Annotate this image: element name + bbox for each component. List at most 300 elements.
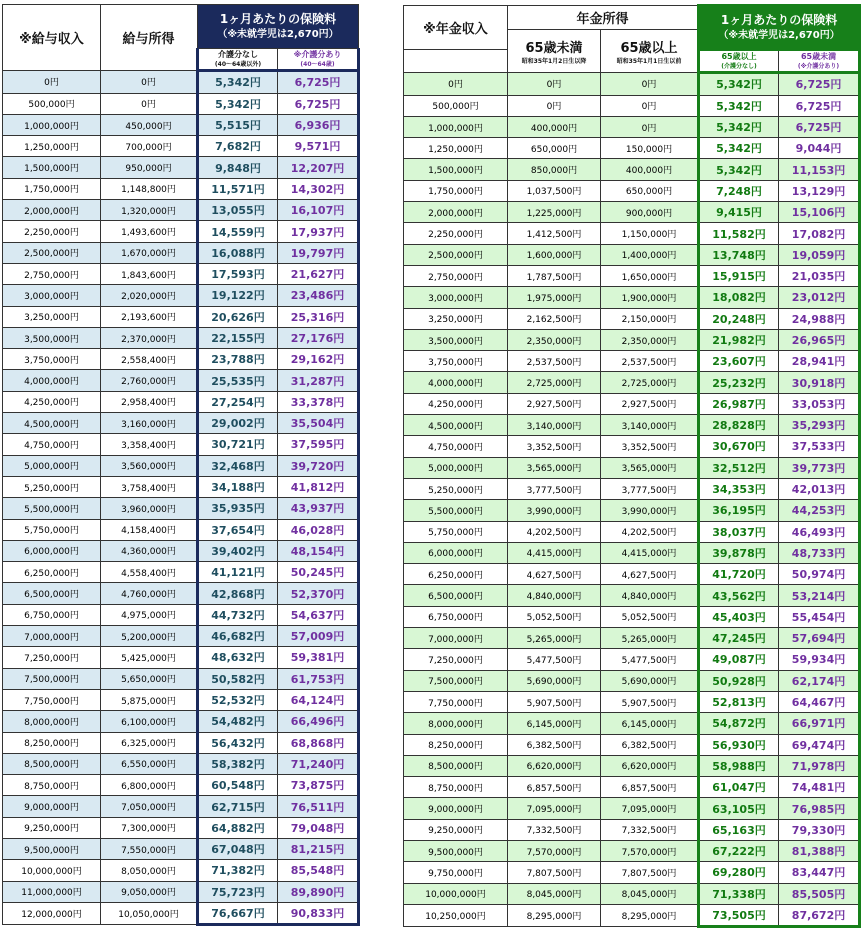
table-row: [404, 777, 860, 798]
table-row: [3, 902, 359, 924]
table-row: [3, 668, 359, 689]
table-row: [404, 564, 860, 585]
pension-shotoku-over65-cell: 0円: [601, 73, 699, 95]
header-title: 1ヶ月あたりの保険料: [720, 12, 838, 27]
premium-over65-cell: 21,982円: [699, 329, 779, 350]
premium-over65-cell: 50,928円: [699, 670, 779, 691]
header-no-care: [699, 50, 779, 73]
premium-under65-cell: 79,330円: [779, 819, 860, 840]
premium-over65-cell: 36,195円: [699, 500, 779, 521]
pension-shotoku-under65-cell: 1,412,500円: [508, 223, 601, 244]
pension-income-cell: 8,500,000円: [404, 755, 508, 776]
premium-under65-cell: 6,725円: [779, 116, 860, 137]
salary-shotoku-cell: 3,758,400円: [101, 476, 198, 497]
pension-shotoku-under65-cell: 3,990,000円: [508, 500, 601, 521]
salary-income-premium-table: [2, 4, 360, 926]
header-label: 65歳以上: [620, 40, 678, 56]
premium-under65-cell: 39,773円: [779, 457, 860, 478]
pension-shotoku-over65-cell: 4,415,000円: [601, 542, 699, 563]
pension-income-cell: 6,500,000円: [404, 585, 508, 606]
pension-income-cell: 6,250,000円: [404, 564, 508, 585]
pension-shotoku-over65-cell: 6,857,500円: [601, 777, 699, 798]
pension-shotoku-over65-cell: 1,650,000円: [601, 265, 699, 286]
pension-income-cell: 2,000,000円: [404, 202, 508, 223]
premium-over65-cell: 45,403円: [699, 606, 779, 627]
premium-no-care-cell: 23,788円: [198, 349, 278, 370]
premium-over65-cell: 26,987円: [699, 393, 779, 414]
premium-no-care-cell: 39,402円: [198, 540, 278, 561]
table-row: [404, 691, 860, 712]
table-row: [404, 308, 860, 329]
header-salary-shotoku: 給与所得: [101, 5, 198, 71]
header-note: （※未就学児は2,670円）: [718, 29, 840, 41]
header-salary-income: ※給与収入: [3, 5, 101, 71]
premium-under65-cell: 13,129円: [779, 180, 860, 201]
salary-income-cell: 4,000,000円: [3, 370, 101, 391]
header-with-care: [779, 50, 860, 73]
premium-over65-cell: 52,813円: [699, 691, 779, 712]
premium-no-care-cell: 7,682円: [198, 136, 278, 157]
premium-over65-cell: 20,248円: [699, 308, 779, 329]
premium-over65-cell: 54,872円: [699, 713, 779, 734]
premium-under65-cell: 28,941円: [779, 351, 860, 372]
salary-income-cell: 3,000,000円: [3, 285, 101, 306]
pension-shotoku-under65-cell: 7,332,500円: [508, 819, 601, 840]
salary-shotoku-cell: 2,760,000円: [101, 370, 198, 391]
premium-over65-cell: 41,720円: [699, 564, 779, 585]
pension-shotoku-over65-cell: 4,840,000円: [601, 585, 699, 606]
premium-with-care-cell: 41,812円: [278, 476, 359, 497]
salary-shotoku-cell: 2,558,400円: [101, 349, 198, 370]
pension-shotoku-over65-cell: 7,095,000円: [601, 798, 699, 819]
pension-income-cell: 5,250,000円: [404, 478, 508, 499]
salary-shotoku-cell: 7,300,000円: [101, 817, 198, 838]
pension-income-cell: 10,250,000円: [404, 904, 508, 926]
premium-with-care-cell: 61,753円: [278, 668, 359, 689]
header-note: 昭和35年1月2日生以降: [521, 57, 587, 65]
header-label: 65歳未満: [800, 51, 837, 61]
premium-with-care-cell: 29,162円: [278, 349, 359, 370]
salary-income-cell: 500,000円: [3, 93, 101, 114]
pension-shotoku-under65-cell: 3,140,000円: [508, 415, 601, 436]
pension-shotoku-over65-cell: 0円: [601, 116, 699, 137]
premium-with-care-cell: 85,548円: [278, 860, 359, 881]
salary-income-cell: 4,250,000円: [3, 391, 101, 412]
pension-income-premium-table: [403, 4, 861, 928]
table-row: [3, 540, 359, 561]
table-row: [404, 713, 860, 734]
header-label: 介護分なし: [218, 49, 258, 59]
header-under-65: [508, 30, 601, 73]
header-no-care: [198, 49, 278, 71]
pension-shotoku-under65-cell: 3,777,500円: [508, 478, 601, 499]
salary-shotoku-cell: 4,360,000円: [101, 540, 198, 561]
salary-shotoku-cell: 7,050,000円: [101, 796, 198, 817]
premium-under65-cell: 69,474円: [779, 734, 860, 755]
pension-shotoku-under65-cell: 6,145,000円: [508, 713, 601, 734]
premium-with-care-cell: 46,028円: [278, 519, 359, 540]
salary-shotoku-cell: 4,158,400円: [101, 519, 198, 540]
pension-shotoku-under65-cell: 6,620,000円: [508, 755, 601, 776]
table-row: [3, 604, 359, 625]
pension-shotoku-under65-cell: 2,927,500円: [508, 393, 601, 414]
salary-shotoku-cell: 2,958,400円: [101, 391, 198, 412]
premium-under65-cell: 6,725円: [779, 73, 860, 95]
table-row: [404, 862, 860, 883]
pension-shotoku-over65-cell: 5,477,500円: [601, 649, 699, 670]
salary-shotoku-cell: 5,875,000円: [101, 689, 198, 710]
salary-shotoku-cell: 4,760,000円: [101, 583, 198, 604]
premium-over65-cell: 23,607円: [699, 351, 779, 372]
salary-income-cell: 11,000,000円: [3, 881, 101, 902]
premium-no-care-cell: 62,715円: [198, 796, 278, 817]
premium-over65-cell: 30,670円: [699, 436, 779, 457]
pension-shotoku-under65-cell: 3,565,000円: [508, 457, 601, 478]
premium-over65-cell: 43,562円: [699, 585, 779, 606]
pension-shotoku-under65-cell: 7,807,500円: [508, 862, 601, 883]
premium-under65-cell: 53,214円: [779, 585, 860, 606]
header-pension-income: ※年金収入: [404, 6, 508, 50]
pension-income-cell: 9,250,000円: [404, 819, 508, 840]
table-row: [3, 583, 359, 604]
premium-with-care-cell: 68,868円: [278, 732, 359, 753]
premium-no-care-cell: 13,055円: [198, 200, 278, 221]
premium-no-care-cell: 58,382円: [198, 753, 278, 774]
pension-shotoku-over65-cell: 7,807,500円: [601, 862, 699, 883]
pension-income-cell: 3,750,000円: [404, 351, 508, 372]
salary-shotoku-cell: 8,050,000円: [101, 860, 198, 881]
salary-income-cell: 7,000,000円: [3, 626, 101, 647]
table-row: [404, 478, 860, 499]
pension-shotoku-under65-cell: 5,265,000円: [508, 628, 601, 649]
premium-no-care-cell: 27,254円: [198, 391, 278, 412]
salary-shotoku-cell: 10,050,000円: [101, 902, 198, 924]
premium-with-care-cell: 19,797円: [278, 242, 359, 263]
pension-shotoku-over65-cell: 150,000円: [601, 138, 699, 159]
premium-over65-cell: 61,047円: [699, 777, 779, 798]
pension-income-cell: 4,250,000円: [404, 393, 508, 414]
table-row: [3, 860, 359, 881]
table-row: [3, 157, 359, 178]
premium-under65-cell: 44,253円: [779, 500, 860, 521]
pension-income-cell: 1,250,000円: [404, 138, 508, 159]
premium-no-care-cell: 29,002円: [198, 413, 278, 434]
pension-shotoku-under65-cell: 6,857,500円: [508, 777, 601, 798]
salary-income-cell: 1,750,000円: [3, 178, 101, 199]
header-with-care: [278, 49, 359, 71]
salary-income-cell: 8,250,000円: [3, 732, 101, 753]
premium-over65-cell: 13,748円: [699, 244, 779, 265]
pension-shotoku-under65-cell: 650,000円: [508, 138, 601, 159]
premium-with-care-cell: 9,571円: [278, 136, 359, 157]
premium-with-care-cell: 35,504円: [278, 413, 359, 434]
pension-shotoku-over65-cell: 4,202,500円: [601, 521, 699, 542]
pension-income-cell: 2,750,000円: [404, 265, 508, 286]
premium-under65-cell: 17,082円: [779, 223, 860, 244]
pension-income-cell: 2,250,000円: [404, 223, 508, 244]
premium-with-care-cell: 76,511円: [278, 796, 359, 817]
salary-income-cell: 6,500,000円: [3, 583, 101, 604]
table-row: [3, 626, 359, 647]
table-row: [3, 200, 359, 221]
pension-shotoku-under65-cell: 5,052,500円: [508, 606, 601, 627]
pension-income-cell: 7,500,000円: [404, 670, 508, 691]
pension-shotoku-over65-cell: 2,927,500円: [601, 393, 699, 414]
pension-income-cell: 8,000,000円: [404, 713, 508, 734]
pension-income-cell: 6,750,000円: [404, 606, 508, 627]
premium-under65-cell: 48,733円: [779, 542, 860, 563]
premium-with-care-cell: 6,725円: [278, 71, 359, 93]
salary-income-cell: 5,250,000円: [3, 476, 101, 497]
table-row: [404, 287, 860, 308]
premium-with-care-cell: 73,875円: [278, 775, 359, 796]
header-label: 65歳以上: [721, 51, 757, 61]
premium-with-care-cell: 31,287円: [278, 370, 359, 391]
pension-shotoku-over65-cell: 7,332,500円: [601, 819, 699, 840]
salary-income-cell: 2,750,000円: [3, 263, 101, 284]
premium-with-care-cell: 52,370円: [278, 583, 359, 604]
premium-with-care-cell: 50,245円: [278, 562, 359, 583]
salary-shotoku-cell: 700,000円: [101, 136, 198, 157]
table-row: [404, 883, 860, 904]
pension-shotoku-under65-cell: 5,690,000円: [508, 670, 601, 691]
table-row: [3, 796, 359, 817]
table-row: [3, 732, 359, 753]
salary-income-cell: 1,250,000円: [3, 136, 101, 157]
salary-income-cell: 9,500,000円: [3, 838, 101, 859]
salary-shotoku-cell: 6,325,000円: [101, 732, 198, 753]
premium-under65-cell: 21,035円: [779, 265, 860, 286]
premium-over65-cell: 71,338円: [699, 883, 779, 904]
salary-income-cell: 3,500,000円: [3, 327, 101, 348]
salary-shotoku-cell: 450,000円: [101, 114, 198, 135]
pension-shotoku-under65-cell: 0円: [508, 95, 601, 116]
salary-income-cell: 8,500,000円: [3, 753, 101, 774]
premium-with-care-cell: 57,009円: [278, 626, 359, 647]
table-row: [3, 711, 359, 732]
premium-under65-cell: 76,985円: [779, 798, 860, 819]
pension-income-cell: 1,000,000円: [404, 116, 508, 137]
header-note: 昭和35年1月1日生以前: [616, 57, 682, 65]
premium-under65-cell: 15,106円: [779, 202, 860, 223]
salary-income-cell: 3,250,000円: [3, 306, 101, 327]
salary-shotoku-cell: 9,050,000円: [101, 881, 198, 902]
pension-shotoku-over65-cell: 5,690,000円: [601, 670, 699, 691]
salary-shotoku-cell: 6,550,000円: [101, 753, 198, 774]
pension-shotoku-over65-cell: 8,045,000円: [601, 883, 699, 904]
salary-income-cell: 5,000,000円: [3, 455, 101, 476]
pension-shotoku-under65-cell: 8,295,000円: [508, 904, 601, 926]
table-row: [3, 349, 359, 370]
salary-shotoku-cell: 0円: [101, 93, 198, 114]
premium-no-care-cell: 32,468円: [198, 455, 278, 476]
pension-shotoku-over65-cell: 1,900,000円: [601, 287, 699, 308]
premium-no-care-cell: 48,632円: [198, 647, 278, 668]
premium-no-care-cell: 75,723円: [198, 881, 278, 902]
pension-shotoku-under65-cell: 2,350,000円: [508, 329, 601, 350]
premium-under65-cell: 42,013円: [779, 478, 860, 499]
pension-shotoku-over65-cell: 5,265,000円: [601, 628, 699, 649]
table-row: [404, 159, 860, 180]
table-row: [404, 244, 860, 265]
premium-over65-cell: 56,930円: [699, 734, 779, 755]
premium-over65-cell: 65,163円: [699, 819, 779, 840]
pension-shotoku-over65-cell: 6,620,000円: [601, 755, 699, 776]
table-row: [3, 263, 359, 284]
premium-no-care-cell: 60,548円: [198, 775, 278, 796]
pension-shotoku-over65-cell: 2,150,000円: [601, 308, 699, 329]
premium-over65-cell: 25,232円: [699, 372, 779, 393]
pension-shotoku-over65-cell: 6,145,000円: [601, 713, 699, 734]
header-over-65: [601, 30, 699, 73]
premium-no-care-cell: 5,342円: [198, 93, 278, 114]
salary-income-cell: 12,000,000円: [3, 902, 101, 924]
pension-shotoku-under65-cell: 5,907,500円: [508, 691, 601, 712]
pension-shotoku-under65-cell: 1,225,000円: [508, 202, 601, 223]
pension-income-cell: 2,500,000円: [404, 244, 508, 265]
pension-shotoku-under65-cell: 1,787,500円: [508, 265, 601, 286]
pension-shotoku-under65-cell: 1,600,000円: [508, 244, 601, 265]
pension-income-cell: 5,000,000円: [404, 457, 508, 478]
premium-over65-cell: 39,878円: [699, 542, 779, 563]
premium-over65-cell: 5,342円: [699, 73, 779, 95]
premium-under65-cell: 30,918円: [779, 372, 860, 393]
premium-no-care-cell: 44,732円: [198, 604, 278, 625]
table-row: [3, 242, 359, 263]
premium-with-care-cell: 12,207円: [278, 157, 359, 178]
premium-with-care-cell: 6,725円: [278, 93, 359, 114]
pension-income-cell: 9,000,000円: [404, 798, 508, 819]
premium-no-care-cell: 22,155円: [198, 327, 278, 348]
salary-income-cell: 5,500,000円: [3, 498, 101, 519]
table-row: [404, 138, 860, 159]
salary-income-cell: 7,250,000円: [3, 647, 101, 668]
premium-under65-cell: 55,454円: [779, 606, 860, 627]
table-row: [404, 351, 860, 372]
salary-income-cell: 8,000,000円: [3, 711, 101, 732]
pension-shotoku-over65-cell: 4,627,500円: [601, 564, 699, 585]
premium-no-care-cell: 20,626円: [198, 306, 278, 327]
header-note: (※介護分あり): [797, 62, 840, 70]
salary-shotoku-cell: 7,550,000円: [101, 838, 198, 859]
premium-with-care-cell: 89,890円: [278, 881, 359, 902]
pension-income-cell: 4,000,000円: [404, 372, 508, 393]
table-row: [3, 391, 359, 412]
salary-shotoku-cell: 3,560,000円: [101, 455, 198, 476]
premium-over65-cell: 63,105円: [699, 798, 779, 819]
premium-with-care-cell: 54,637円: [278, 604, 359, 625]
premium-under65-cell: 71,978円: [779, 755, 860, 776]
table-row: [3, 838, 359, 859]
pension-shotoku-under65-cell: 400,000円: [508, 116, 601, 137]
table-row: [3, 455, 359, 476]
header-label: ※介護分あり: [293, 49, 342, 59]
premium-no-care-cell: 56,432円: [198, 732, 278, 753]
salary-shotoku-cell: 1,148,800円: [101, 178, 198, 199]
premium-with-care-cell: 37,595円: [278, 434, 359, 455]
pension-income-cell: 0円: [404, 73, 508, 95]
premium-no-care-cell: 50,582円: [198, 668, 278, 689]
premium-under65-cell: 24,988円: [779, 308, 860, 329]
salary-income-cell: 10,000,000円: [3, 860, 101, 881]
table-row: [3, 434, 359, 455]
table-row: [404, 521, 860, 542]
table-row: [3, 178, 359, 199]
table-row: [404, 457, 860, 478]
premium-with-care-cell: 66,496円: [278, 711, 359, 732]
pension-shotoku-under65-cell: 7,570,000円: [508, 840, 601, 861]
pension-income-cell: 6,000,000円: [404, 542, 508, 563]
table-row: [404, 223, 860, 244]
premium-no-care-cell: 67,048円: [198, 838, 278, 859]
salary-income-cell: 9,250,000円: [3, 817, 101, 838]
pension-income-cell: 1,750,000円: [404, 180, 508, 201]
salary-income-cell: 2,500,000円: [3, 242, 101, 263]
salary-income-cell: 3,750,000円: [3, 349, 101, 370]
pension-shotoku-over65-cell: 3,140,000円: [601, 415, 699, 436]
premium-no-care-cell: 52,532円: [198, 689, 278, 710]
table-row: [3, 306, 359, 327]
table-row: [404, 329, 860, 350]
premium-with-care-cell: 43,937円: [278, 498, 359, 519]
premium-over65-cell: 5,342円: [699, 159, 779, 180]
salary-shotoku-cell: 950,000円: [101, 157, 198, 178]
pension-shotoku-under65-cell: 8,045,000円: [508, 883, 601, 904]
pension-income-cell: 3,500,000円: [404, 329, 508, 350]
premium-with-care-cell: 27,176円: [278, 327, 359, 348]
table-row: [404, 606, 860, 627]
header-monthly-premium: [699, 6, 860, 50]
salary-income-cell: 9,000,000円: [3, 796, 101, 817]
salary-income-cell: 7,500,000円: [3, 668, 101, 689]
salary-shotoku-cell: 2,020,000円: [101, 285, 198, 306]
pension-shotoku-over65-cell: 650,000円: [601, 180, 699, 201]
pension-shotoku-under65-cell: 5,477,500円: [508, 649, 601, 670]
salary-income-cell: 0円: [3, 71, 101, 93]
pension-shotoku-under65-cell: 0円: [508, 73, 601, 95]
table-row: [3, 817, 359, 838]
premium-with-care-cell: 6,936円: [278, 114, 359, 135]
pension-shotoku-under65-cell: 4,202,500円: [508, 521, 601, 542]
premium-over65-cell: 38,037円: [699, 521, 779, 542]
pension-income-cell: 8,250,000円: [404, 734, 508, 755]
salary-income-cell: 5,750,000円: [3, 519, 101, 540]
premium-over65-cell: 11,582円: [699, 223, 779, 244]
pension-shotoku-under65-cell: 1,975,000円: [508, 287, 601, 308]
table-row: [404, 73, 860, 95]
table-row: [3, 221, 359, 242]
salary-income-cell: 6,000,000円: [3, 540, 101, 561]
header-note: (介護分なし): [721, 62, 757, 70]
header-title: 1ヶ月あたりの保険料: [219, 11, 337, 26]
premium-with-care-cell: 25,316円: [278, 306, 359, 327]
pension-shotoku-under65-cell: 2,725,000円: [508, 372, 601, 393]
pension-income-cell: 1,500,000円: [404, 159, 508, 180]
premium-with-care-cell: 90,833円: [278, 902, 359, 924]
header-pension-shotoku: 年金所得: [508, 6, 699, 30]
table-row: [404, 670, 860, 691]
premium-under65-cell: 26,965円: [779, 329, 860, 350]
premium-under65-cell: 9,044円: [779, 138, 860, 159]
table-row: [3, 689, 359, 710]
salary-shotoku-cell: 4,975,000円: [101, 604, 198, 625]
premium-under65-cell: 87,672円: [779, 904, 860, 926]
salary-shotoku-cell: 5,650,000円: [101, 668, 198, 689]
header-note: (40〜64歳): [300, 60, 335, 68]
pension-shotoku-over65-cell: 0円: [601, 95, 699, 116]
premium-no-care-cell: 76,667円: [198, 902, 278, 924]
premium-under65-cell: 64,467円: [779, 691, 860, 712]
